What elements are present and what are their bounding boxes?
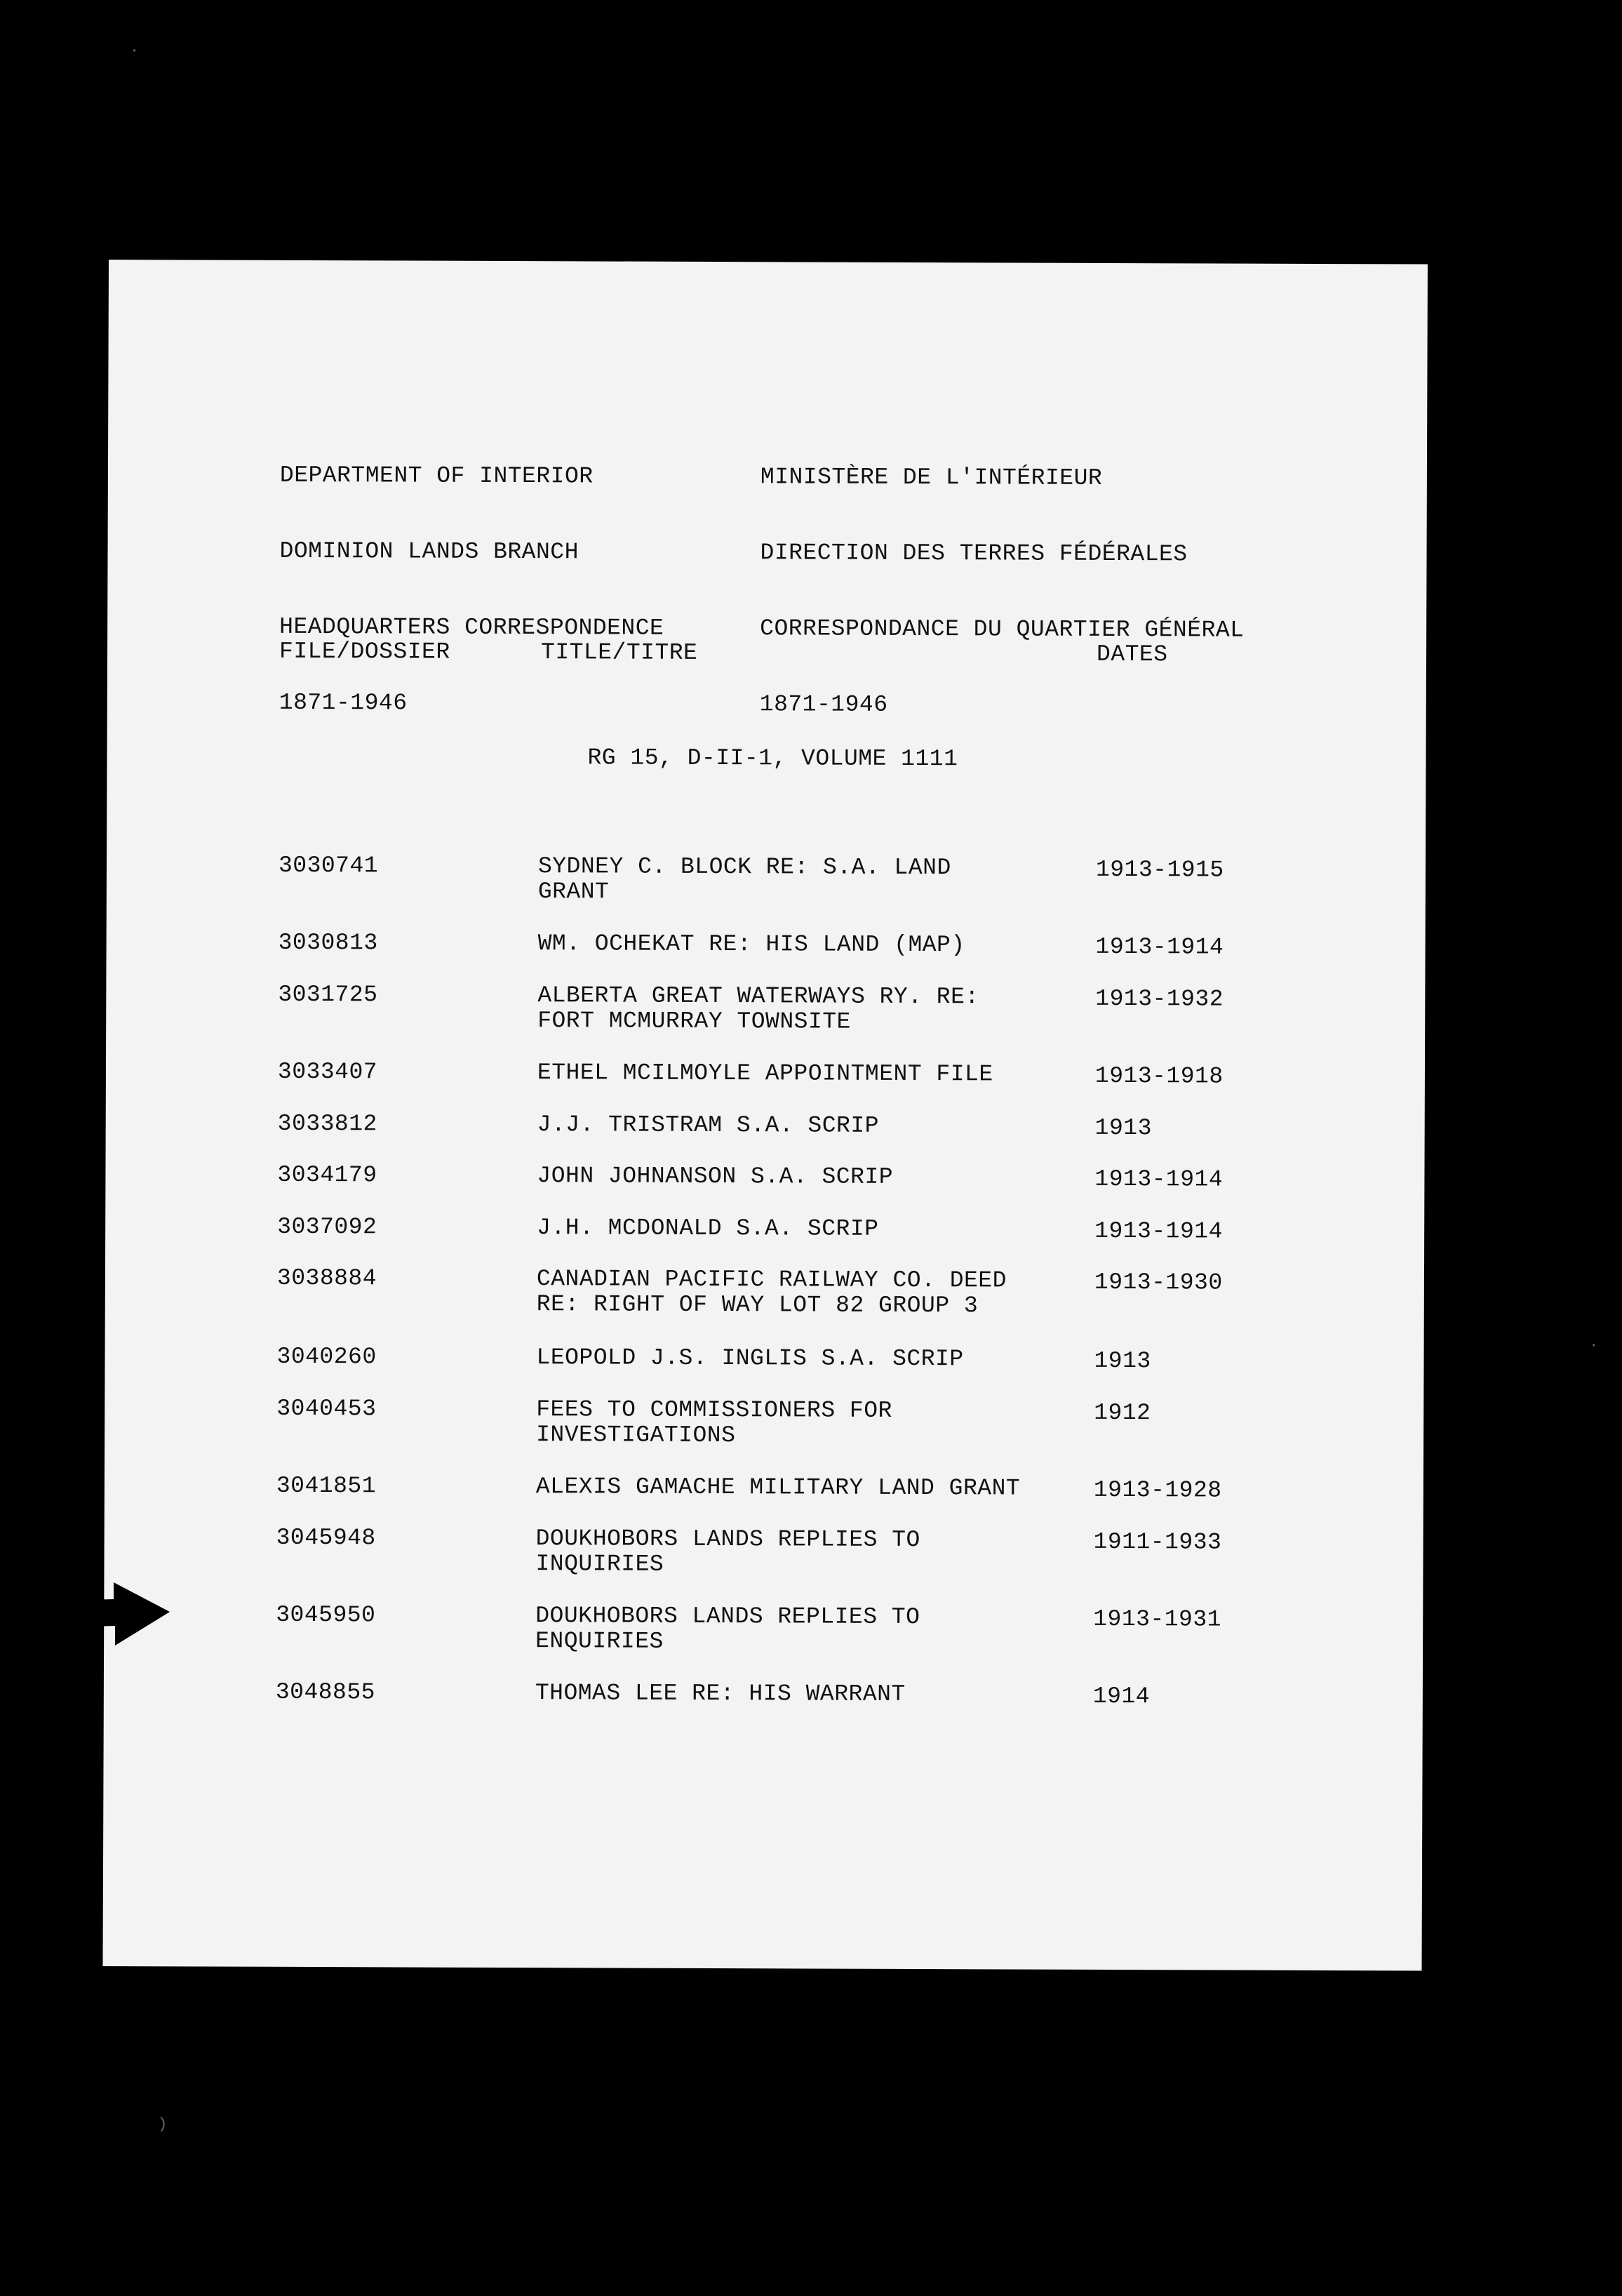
file-number: 3037092 bbox=[277, 1213, 377, 1241]
file-dates: 1913-1932 bbox=[1095, 985, 1224, 1013]
file-dates: 1913-1928 bbox=[1093, 1476, 1222, 1504]
scan-speck: · bbox=[130, 42, 140, 60]
file-title: ALBERTA GREAT WATERWAYS RY. RE: FORT MCMURRAY TOWNSITE bbox=[537, 982, 979, 1035]
file-dates: 1913-1931 bbox=[1093, 1606, 1222, 1633]
volume-heading: RG 15, D-II-1, VOLUME 1111 bbox=[587, 745, 958, 773]
file-number: 3033812 bbox=[277, 1110, 377, 1137]
header-english bbox=[279, 413, 664, 768]
table-row bbox=[105, 1396, 1423, 1451]
file-title: JOHN JOHNANSON S.A. SCRIP bbox=[537, 1163, 894, 1190]
file-title: LEOPOLD J.S. INGLIS S.A. SCRIP bbox=[536, 1344, 964, 1373]
file-title: FEES TO COMMISSIONERS FOR INVESTIGATIONS bbox=[536, 1396, 892, 1449]
file-dates: 1913-1914 bbox=[1095, 933, 1224, 961]
file-title: THOMAS LEE RE: HIS WARRANT bbox=[535, 1680, 906, 1707]
file-title: DOUKHOBORS LANDS REPLIES TO ENQUIRIES bbox=[535, 1603, 920, 1655]
file-number: 3030741 bbox=[278, 852, 379, 879]
table-row bbox=[104, 1525, 1423, 1580]
document-page bbox=[103, 260, 1428, 1971]
table-row bbox=[106, 930, 1425, 985]
file-dates: 1914 bbox=[1092, 1683, 1151, 1710]
file-number: 3033407 bbox=[277, 1058, 378, 1086]
table-row bbox=[106, 1111, 1425, 1166]
file-number: 3030813 bbox=[278, 929, 378, 956]
header-english-line: DEPARTMENT OF INTERIOR bbox=[279, 462, 594, 490]
table-row bbox=[107, 853, 1426, 908]
header-french bbox=[759, 414, 1245, 769]
file-number: 3040260 bbox=[276, 1343, 377, 1370]
file-title: J.H. MCDONALD S.A. SCRIP bbox=[537, 1215, 879, 1242]
file-number: 3045948 bbox=[276, 1524, 376, 1551]
file-dates: 1913-1930 bbox=[1094, 1269, 1223, 1296]
file-dates: 1913-1918 bbox=[1094, 1062, 1224, 1090]
file-number: 3041851 bbox=[276, 1472, 377, 1500]
file-dates: 1913-1915 bbox=[1095, 856, 1224, 883]
header-english-line: HEADQUARTERS CORRESPONDENCE bbox=[279, 613, 664, 641]
column-header-title: TITLE/TITRE bbox=[540, 639, 698, 666]
file-title: WM. OCHEKAT RE: HIS LAND (MAP) bbox=[537, 930, 965, 959]
header-english-line: DOMINION LANDS BRANCH bbox=[279, 538, 579, 566]
table-row-highlighted bbox=[104, 1602, 1423, 1657]
header-french-line: DIRECTION DES TERRES FÉDÉRALES bbox=[760, 540, 1188, 568]
rows-0 bbox=[107, 852, 1426, 1710]
file-dates: 1912 bbox=[1094, 1399, 1151, 1427]
header-french-line: CORRESPONDANCE DU QUARTIER GÉNÉRAL bbox=[760, 615, 1245, 643]
scan-speck: ) bbox=[158, 2116, 168, 2133]
table-row bbox=[104, 1679, 1423, 1735]
file-dates: 1913 bbox=[1094, 1114, 1152, 1142]
file-title: SYDNEY C. BLOCK RE: S.A. LAND GRANT bbox=[537, 853, 951, 905]
column-header-file: FILE/DOSSIER bbox=[279, 638, 450, 665]
table-row bbox=[106, 1059, 1425, 1114]
header-french-line: 1871-1946 bbox=[759, 691, 888, 718]
file-title: ALEXIS GAMACHE MILITARY LAND GRANT bbox=[535, 1474, 1021, 1502]
file-number: 3045950 bbox=[276, 1601, 376, 1629]
header-french-line: MINISTÈRE DE L'INTÉRIEUR bbox=[760, 464, 1103, 491]
file-title: CANADIAN PACIFIC RAILWAY CO. DEED RE: RIGHT OF WAY LOT 82 GROUP 3 bbox=[536, 1266, 1007, 1319]
file-number: 3031725 bbox=[278, 981, 378, 1008]
file-dates: 1913-1914 bbox=[1094, 1217, 1223, 1245]
file-dates: 1911-1933 bbox=[1093, 1528, 1222, 1556]
table-row bbox=[105, 1344, 1423, 1399]
file-number: 3034179 bbox=[277, 1161, 377, 1189]
file-number: 3040453 bbox=[276, 1395, 377, 1422]
file-title: DOUKHOBORS LANDS REPLIES TO INQUIRIES bbox=[535, 1526, 920, 1577]
table-row bbox=[106, 982, 1425, 1037]
table-row bbox=[105, 1265, 1424, 1321]
file-title: J.J. TRISTRAM S.A. SCRIP bbox=[537, 1112, 880, 1139]
table-row bbox=[105, 1214, 1424, 1269]
header-english-line: 1871-1946 bbox=[279, 689, 408, 716]
arrow-pointer-icon bbox=[8, 1582, 170, 1646]
table-row bbox=[105, 1162, 1424, 1217]
file-number: 3048855 bbox=[275, 1678, 376, 1706]
column-header-dates: DATES bbox=[1096, 641, 1168, 668]
file-dates: 1913 bbox=[1094, 1347, 1151, 1375]
file-number: 3038884 bbox=[276, 1264, 377, 1292]
file-title: ETHEL MCILMOYLE APPOINTMENT FILE bbox=[537, 1060, 993, 1088]
file-dates: 1913-1914 bbox=[1094, 1166, 1224, 1193]
table-row bbox=[105, 1473, 1423, 1528]
scan-speck: · bbox=[1589, 1337, 1599, 1354]
